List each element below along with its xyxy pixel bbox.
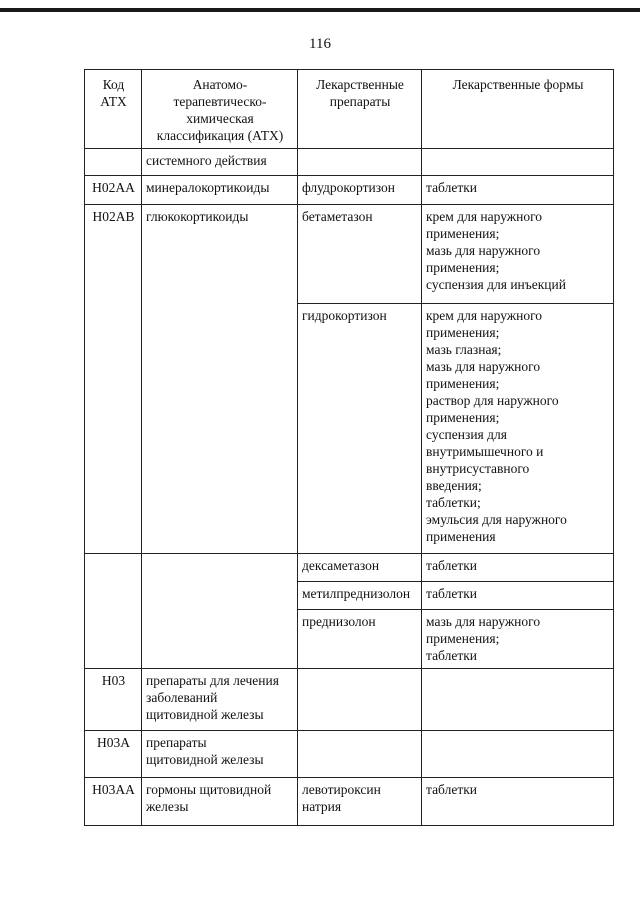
header-drugs-line: Лекарственные [316, 77, 404, 92]
cell-forms [422, 610, 614, 669]
form-line: мазь для наружного [426, 614, 541, 629]
form-line: крем для наружного [426, 209, 543, 224]
table-header-row [85, 70, 614, 149]
form-line: применения; [426, 376, 500, 391]
form-line: применения; [426, 260, 500, 275]
header-code-line: АТХ [100, 94, 127, 109]
form-line: применения; [426, 226, 500, 241]
header-classification-line: классификация (АТХ) [156, 128, 284, 143]
cell-code [85, 149, 142, 176]
cell-code: H03AA [85, 778, 142, 826]
cell-forms [422, 731, 614, 778]
form-line: применения; [426, 410, 500, 425]
classification-line: железы [146, 799, 189, 814]
drug-line: левотироксин [302, 782, 381, 797]
cell-code [85, 554, 142, 669]
cell-forms: таблетки [422, 554, 614, 582]
form-line: раствор для наружного [426, 393, 559, 408]
table-row [85, 554, 614, 582]
table-row [85, 669, 614, 731]
table-row [85, 149, 614, 176]
header-classification-line: терапевтическо- [173, 94, 267, 109]
form-line: эмульсия для наружного [426, 512, 567, 527]
form-line: применения; [426, 631, 500, 646]
cell-code: H03 [85, 669, 142, 731]
cell-classification [142, 554, 298, 669]
cell-drug: метилпреднизолон [298, 582, 422, 610]
cell-forms: таблетки [422, 176, 614, 205]
form-line: крем для наружного [426, 308, 543, 323]
form-line: применения; [426, 325, 500, 340]
form-line: мазь глазная; [426, 342, 502, 357]
classification-line: гормоны щитовидной [146, 782, 272, 797]
header-drugs-line: препараты [329, 94, 391, 109]
cell-code: H02AA [85, 176, 142, 205]
table-row [85, 731, 614, 778]
form-line: суспензия для инъекций [426, 277, 566, 292]
table-row [85, 176, 614, 205]
cell-classification: минералокортикоиды [142, 176, 298, 205]
form-line: внутримышечного и [426, 444, 544, 459]
header-code [85, 70, 142, 149]
top-border-rule [0, 8, 640, 12]
cell-code: H03A [85, 731, 142, 778]
header-code-line: Код [102, 77, 125, 92]
form-line: мазь для наружного [426, 359, 541, 374]
cell-classification: глюкокортикоиды [142, 205, 298, 554]
header-drugs [298, 70, 422, 149]
cell-forms [422, 149, 614, 176]
form-line: внутрисуставного [426, 461, 530, 476]
cell-drug: бетаметазон [298, 205, 422, 304]
page-number: 116 [309, 36, 331, 52]
form-line: мазь для наружного [426, 243, 541, 258]
header-classification-line: химическая [186, 111, 254, 126]
atc-drug-table [84, 69, 614, 826]
cell-classification [142, 669, 298, 731]
cell-drug: дексаметазон [298, 554, 422, 582]
form-line: введения; [426, 478, 482, 493]
table-row [85, 778, 614, 826]
cell-forms [422, 205, 614, 304]
cell-drug [298, 778, 422, 826]
classification-line: заболеваний [146, 690, 218, 705]
classification-line: препараты для лечения [146, 673, 279, 688]
cell-code: H02AB [85, 205, 142, 554]
form-line: суспензия для [426, 427, 507, 442]
cell-forms [422, 669, 614, 731]
cell-forms [422, 304, 614, 554]
drug-line: натрия [302, 799, 342, 814]
header-classification-line: Анатомо- [192, 77, 248, 92]
table-row [85, 205, 614, 304]
classification-line: препараты [146, 735, 207, 750]
form-line: таблетки; [426, 495, 481, 510]
cell-drug: флудрокортизон [298, 176, 422, 205]
cell-drug [298, 149, 422, 176]
cell-drug [298, 731, 422, 778]
classification-line: щитовидной железы [146, 752, 264, 767]
form-line: применения [426, 529, 496, 544]
form-line: таблетки [426, 648, 478, 663]
cell-drug: преднизолон [298, 610, 422, 669]
cell-classification [142, 731, 298, 778]
cell-drug [298, 669, 422, 731]
cell-classification [142, 778, 298, 826]
cell-forms: таблетки [422, 582, 614, 610]
cell-drug: гидрокортизон [298, 304, 422, 554]
classification-line: щитовидной железы [146, 707, 264, 722]
header-classification [142, 70, 298, 149]
cell-forms: таблетки [422, 778, 614, 826]
header-forms: Лекарственные формы [422, 70, 614, 149]
cell-classification: системного действия [142, 149, 298, 176]
